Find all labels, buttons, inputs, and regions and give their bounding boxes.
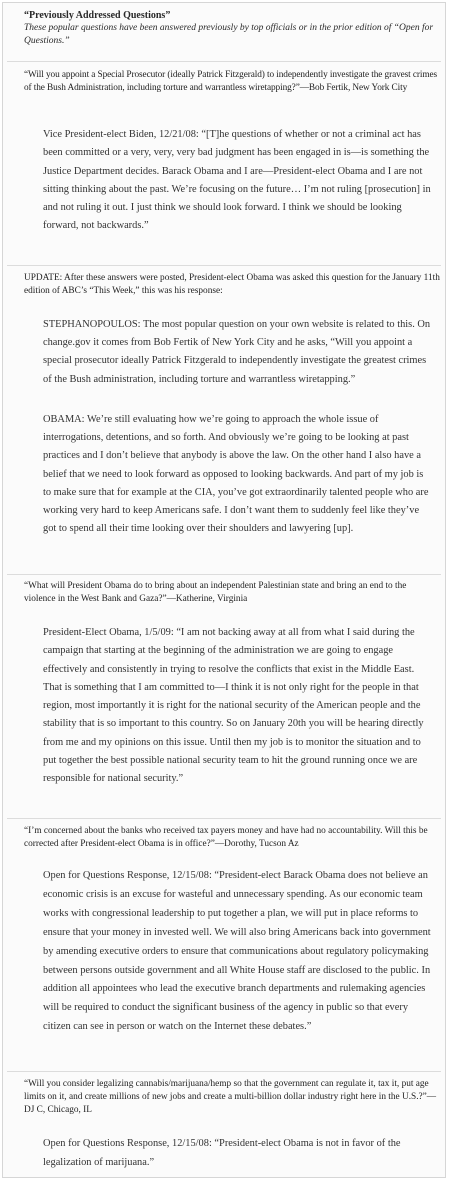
question-2-text: “What will President Obama do to bring about an independent Palestinian state and bring an end to the violence in the West Bank and Gaza?”—Katherine, Virginia bbox=[24, 581, 407, 605]
update-note: UPDATE: After these answers were posted, President-elect Obama was asked this question for the January 11th edition of ABC’s “This Week,” this was his response: bbox=[24, 273, 440, 297]
divider bbox=[7, 818, 441, 819]
divider bbox=[7, 61, 441, 62]
divider bbox=[7, 574, 441, 575]
question-4-text: “Will you consider legalizing cannabis/marijuana/hemp so that the government can regulate it, tax it, put age limits on it, and create millions of new jobs and create a multi-billion dollar industry right here in the U.S.?”—DJ C, Chicago, IL bbox=[24, 1079, 437, 1116]
answer-3-text: Open for Questions Response, 12/15/08: “President-elect Barack Obama does not believe an economic crisis is an excuse for wasteful and unnecessary spending. As our economic team works with congressional leadership to put together a plan, we will put in place reforms to ensure that your money in invested well. We will also bring Americans back into government by amending executive orders to ensure that communications about regulatory policymaking between persons outside government and all White House staff are disclosed to the public. In addition all appointees who lead the executive branch departments and rulemaking agencies will be required to conduct the significant business of the agency in public so that every citizen can see in person or watch on the Internet these debates.” bbox=[43, 870, 431, 1033]
page-container bbox=[2, 2, 446, 1178]
divider bbox=[7, 265, 441, 266]
divider bbox=[7, 1071, 441, 1072]
section-title: “Previously Addressed Questions” bbox=[24, 10, 171, 21]
section-header bbox=[24, 9, 440, 48]
obama-quote: OBAMA: We’re still evaluating how we’re going to approach the whole issue of interrogations, detentions, and so forth. And obviously we’re going to be looking at past practices and I don’t believe that anybody is above the law. On the other hand I also have a belief that we need to look forward as opposed to looking backwards. And part of my job is to make sure that for example at the CIA, you’ve got extraordinarily talented people who are working very hard to keep Americans safe. I don’t want them to suddenly feel like they’ve got to spend all their time looking over their shoulders and lawyering [up]. bbox=[43, 414, 429, 535]
answer-2-text: President-Elect Obama, 1/5/09: “I am not backing away at all from what I said during the campaign that starting at the beginning of the administration we are going to engage effectively and consistently in trying to resolve the conflicts that exist in the Middle East. That is something that I am committed to—I think it is not only right for the people in that region, most importantly it is right for the national security of the American people and the stability that is so important to this country. So on January 20th you will be hearing directly from me and my opinions on this issue. Until then my job is to monitor the situation and to put together the best possible national security team to hit the ground running once we are responsible for national security.” bbox=[43, 627, 424, 785]
section-subtitle: These popular questions have been answered previously by top officials or in the prior edition of “Open for Questions.” bbox=[24, 23, 434, 46]
answer-4-text: Open for Questions Response, 12/15/08: “President-elect Obama is not in favor of the legalization of marijuana.” bbox=[43, 1138, 401, 1168]
answer-1-text: Vice President-elect Biden, 12/21/08: “[T]he questions of whether or not a criminal act has been committed or a very, very, very bad judgment has been engaged in is—is something the Justice Department decides. Barack Obama and I are—President-elect Obama and I are not sitting thinking about the past. We’re focusing on the future… I’m not ruling [prosecution] in and not ruling it out. I just think we should look forward. I think we should be looking forward, not backwards.” bbox=[43, 129, 431, 232]
question-1-text: “Will you appoint a Special Prosecutor (ideally Patrick Fitzgerald) to independently investigate the gravest crimes of the Bush Administration, including torture and warrantless wiretapping?”—Bob Fertik, New York City bbox=[24, 70, 438, 94]
stephanopoulos-quote: STEPHANOPOULOS: The most popular question on your own website is related to this. On change.gov it comes from Bob Fertik of New York City and he asks, “Will you appoint a special prosecutor ideally Patrick Fitzgerald to independently investigate the greatest crimes of the Bush administration, including torture and warrantless wiretapping.” bbox=[43, 319, 431, 385]
question-3-text: “I’m concerned about the banks who received tax payers money and have had no accountability. Will this be corrected after President-elect Obama is in office?”—Dorothy, Tucson Az bbox=[24, 826, 428, 850]
